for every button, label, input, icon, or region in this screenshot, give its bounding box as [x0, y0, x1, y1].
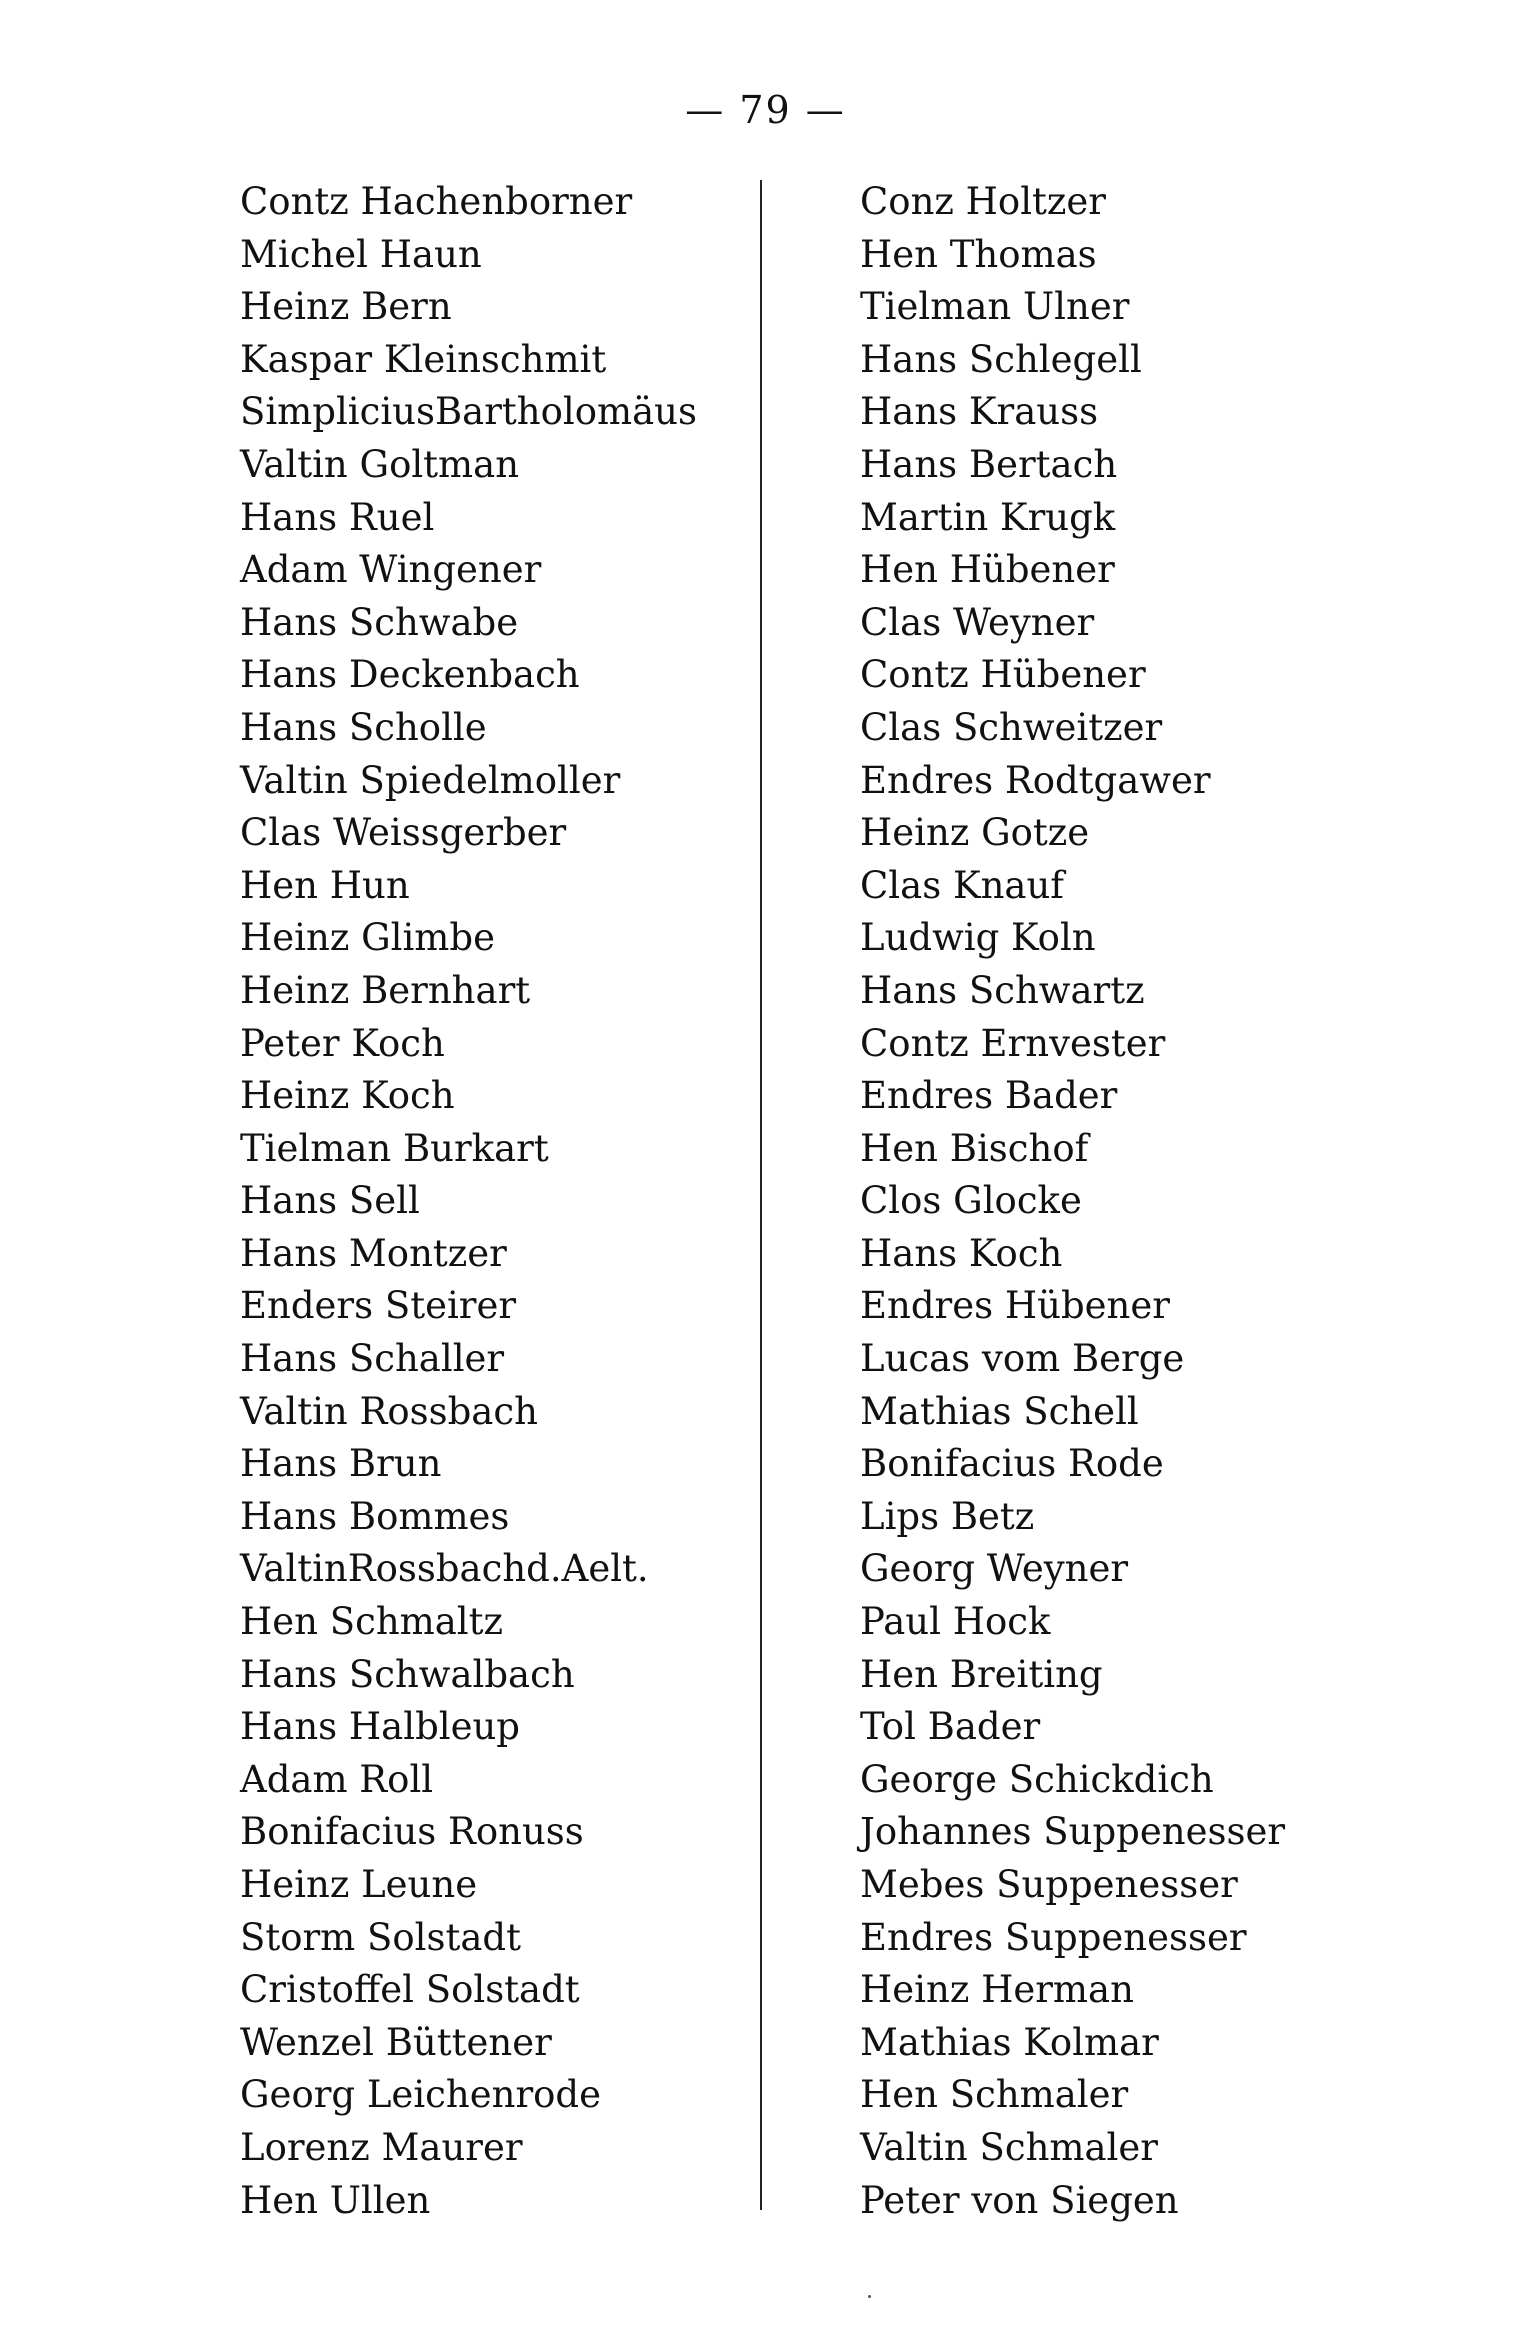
name-entry: Adam Wingener: [240, 548, 542, 592]
name-entry: Hans Schwalbach: [240, 1652, 575, 1696]
name-entry: Hans Schwartz: [860, 968, 1145, 1012]
name-entry: Heinz Bernhart: [240, 968, 531, 1012]
name-entry: Mathias Schell: [860, 1389, 1139, 1433]
name-entry: Hans Schlegell: [860, 337, 1142, 381]
name-entry: ValtinRossbachd.Aelt.: [240, 1547, 649, 1591]
name-entry: Mathias Kolmar: [860, 2020, 1159, 2064]
name-entry: Hans Deckenbach: [240, 653, 580, 697]
name-entry: Conz Holtzer: [860, 180, 1106, 223]
name-entry: Hen Schmaler: [860, 2073, 1129, 2117]
name-entry: Bonifacius Ronuss: [240, 1810, 584, 1854]
name-entry: Martin Krugk: [860, 495, 1116, 539]
name-entry: Peter von Siegen: [860, 2178, 1179, 2222]
name-entry: Hans Krauss: [860, 390, 1099, 434]
name-entry: Endres Hübener: [860, 1284, 1170, 1328]
name-entry: Peter Koch: [240, 1021, 445, 1065]
name-entry: Mebes Suppenesser: [860, 1863, 1238, 1906]
name-entry: Hans Schwabe: [240, 600, 519, 644]
name-entry: Tielman Ulner: [860, 285, 1130, 329]
name-entry: Hen Bischof: [860, 1126, 1089, 1170]
page-number: — 79 —: [685, 88, 846, 132]
left-name-column: [240, 176, 710, 2227]
name-entry: Lips Betz: [860, 1494, 1035, 1538]
right-name-column: [860, 176, 1460, 2227]
name-entry: Tielman Burkart: [240, 1126, 549, 1170]
name-entry: Hans Koch: [860, 1231, 1063, 1275]
name-entry: George Schickdich: [860, 1757, 1214, 1801]
name-entry: Hans Schaller: [240, 1337, 505, 1381]
name-entry: Hen Hun: [240, 863, 410, 907]
name-entry: Heinz Bern: [240, 285, 452, 329]
name-entry: Tol Bader: [860, 1705, 1041, 1749]
name-entry: Heinz Leune: [240, 1863, 478, 1906]
name-entry: Hans Ruel: [240, 495, 435, 539]
name-entry: Endres Bader: [860, 1074, 1118, 1118]
name-entry: Endres Rodtgawer: [860, 758, 1211, 802]
name-entry: Adam Roll: [240, 1757, 434, 1801]
name-entry: Hans Scholle: [240, 705, 487, 749]
column-divider: [760, 180, 762, 2210]
name-entry: Clos Glocke: [860, 1179, 1082, 1223]
name-entry: Wenzel Büttener: [240, 2020, 552, 2064]
name-entry: Clas Weissgerber: [240, 811, 567, 855]
name-entry: Paul Hock: [860, 1600, 1051, 1644]
name-entry: Heinz Herman: [860, 1968, 1134, 2012]
name-entry: Hen Ullen: [240, 2178, 431, 2222]
name-entry: Michel Haun: [240, 232, 482, 276]
name-entry: Endres Suppenesser: [860, 1915, 1247, 1959]
name-entry: SimpliciusBartholomäus: [240, 390, 697, 434]
name-entry: Clas Knauf: [860, 863, 1065, 907]
name-entry: Valtin Goltman: [240, 442, 520, 486]
name-entry: Enders Steirer: [240, 1284, 517, 1328]
name-entry: Johannes Suppenesser: [860, 1810, 1286, 1854]
name-entry: Heinz Gotze: [860, 811, 1090, 855]
name-entry: Georg Leichenrode: [240, 2073, 601, 2117]
name-entry: Valtin Schmaler: [860, 2125, 1158, 2169]
name-entry: Heinz Koch: [240, 1074, 455, 1118]
name-entry: Lorenz Maurer: [240, 2125, 523, 2169]
name-entry: Clas Weyner: [860, 600, 1095, 644]
name-entry: Storm Solstadt: [240, 1915, 521, 1959]
name-entry: Hans Halbleup: [240, 1705, 520, 1749]
name-entry: Hen Hübener: [860, 548, 1115, 592]
name-entry: Contz Hübener: [860, 653, 1146, 697]
name-entry: Cristoffel Solstadt: [240, 1968, 580, 2012]
name-entry: Heinz Glimbe: [240, 916, 495, 960]
name-entry: Clas Schweitzer: [860, 705, 1163, 749]
ink-speck: [868, 2295, 871, 2298]
name-entry: Hans Bommes: [240, 1494, 510, 1538]
name-entry: Georg Weyner: [860, 1547, 1129, 1591]
name-entry: Contz Ernvester: [860, 1021, 1166, 1065]
name-entry: Bonifacius Rode: [860, 1442, 1164, 1486]
name-entry: Valtin Spiedelmoller: [240, 758, 621, 802]
name-entry: Kaspar Kleinschmit: [240, 337, 607, 381]
name-entry: Valtin Rossbach: [240, 1389, 538, 1433]
name-entry: Hans Brun: [240, 1442, 442, 1486]
name-entry: Lucas vom Berge: [860, 1337, 1185, 1381]
name-entry: Hans Montzer: [240, 1231, 507, 1275]
name-entry: Ludwig Koln: [860, 916, 1096, 960]
name-entry: Hans Bertach: [860, 442, 1118, 486]
name-entry: Hen Thomas: [860, 232, 1097, 276]
name-entry: Hen Breiting: [860, 1652, 1103, 1696]
name-entry: Hans Sell: [240, 1179, 420, 1223]
name-entry: Contz Hachenborner: [240, 180, 633, 223]
name-entry: Hen Schmaltz: [240, 1600, 503, 1644]
